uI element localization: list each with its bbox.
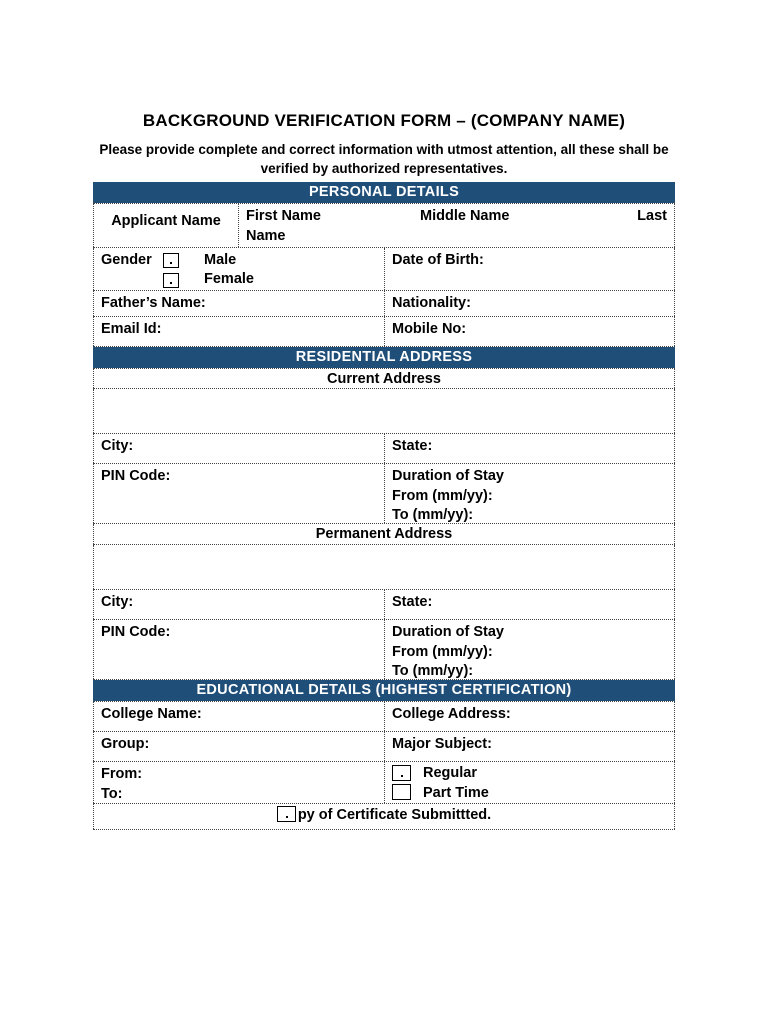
current-address-label: Current Address bbox=[93, 369, 675, 388]
male-checkbox[interactable] bbox=[163, 253, 179, 268]
from-label: From: bbox=[101, 766, 143, 782]
form-title: BACKGROUND VERIFICATION FORM – (COMPANY NAME) bbox=[142, 111, 626, 130]
last-name-label: Last bbox=[637, 208, 667, 224]
gender-dob-row bbox=[93, 248, 675, 291]
current-city-state-row bbox=[93, 434, 675, 464]
father-nationality-row bbox=[93, 291, 675, 317]
current-pin-duration-row bbox=[93, 464, 675, 524]
nationality-field[interactable]: Nationality: bbox=[384, 291, 675, 316]
duration-label: Duration of Stay bbox=[392, 624, 504, 640]
applicant-name-field[interactable] bbox=[238, 204, 675, 247]
college-address-field[interactable]: College Address: bbox=[384, 702, 675, 731]
dob-field[interactable]: Date of Birth: bbox=[384, 248, 675, 290]
checkbox-mark-icon bbox=[286, 816, 288, 818]
current-address-title-row bbox=[93, 368, 675, 389]
permanent-pin-field[interactable]: PIN Code: bbox=[93, 620, 384, 679]
duration-label: Duration of Stay bbox=[392, 468, 504, 484]
to-label: To: bbox=[101, 785, 123, 802]
permanent-address-label: Permanent Address bbox=[93, 524, 675, 544]
form-instructions: Please provide complete and correct information with utmost attention, all these shall be verified by authorized representatives. bbox=[99, 142, 669, 176]
applicant-name-row bbox=[93, 203, 675, 248]
male-label: Male bbox=[204, 252, 237, 268]
college-name-field[interactable]: College Name: bbox=[93, 702, 384, 731]
permanent-city-field[interactable]: City: bbox=[93, 590, 384, 619]
current-address-input-row bbox=[93, 389, 675, 434]
residential-address-header: RESIDENTIAL ADDRESS bbox=[93, 347, 675, 368]
verification-form bbox=[93, 182, 675, 830]
permanent-address-input-row bbox=[93, 545, 675, 590]
permanent-address-field[interactable] bbox=[93, 545, 675, 589]
permanent-duration-cell[interactable] bbox=[384, 620, 675, 679]
group-major-row bbox=[93, 732, 675, 762]
permanent-city-state-row bbox=[93, 590, 675, 620]
to-label: To (mm/yy): bbox=[392, 507, 474, 523]
name-label-wrap: Name bbox=[246, 228, 286, 244]
email-field[interactable]: Email Id: bbox=[93, 317, 384, 346]
certificate-cell bbox=[93, 804, 675, 829]
to-label: To (mm/yy): bbox=[392, 663, 474, 679]
education-dates-cell[interactable] bbox=[93, 762, 384, 803]
middle-name-label: Middle Name bbox=[420, 208, 510, 224]
current-address-field[interactable] bbox=[93, 389, 675, 433]
current-duration-cell[interactable] bbox=[384, 464, 675, 523]
female-checkbox[interactable] bbox=[163, 273, 179, 288]
college-row bbox=[93, 701, 675, 732]
certificate-label: py of Certificate Submittted. bbox=[297, 807, 492, 823]
certificate-checkbox[interactable] bbox=[277, 806, 296, 822]
permanent-state-field[interactable]: State: bbox=[384, 590, 675, 619]
current-pin-field[interactable]: PIN Code: bbox=[93, 464, 384, 523]
checkbox-mark-icon bbox=[401, 775, 403, 777]
applicant-name-label: Applicant Name bbox=[93, 204, 238, 247]
personal-details-header: PERSONAL DETAILS bbox=[93, 182, 675, 203]
study-mode-cell bbox=[384, 762, 675, 803]
gender-label: Gender bbox=[101, 252, 152, 268]
educational-details-header: EDUCATIONAL DETAILS (HIGHEST CERTIFICATION) bbox=[93, 680, 675, 701]
checkbox-mark-icon bbox=[170, 282, 172, 284]
duration-mode-row bbox=[93, 762, 675, 804]
permanent-address-title-row bbox=[93, 524, 675, 545]
gender-cell bbox=[93, 248, 384, 290]
major-subject-field[interactable]: Major Subject: bbox=[384, 732, 675, 761]
checkbox-mark-icon bbox=[170, 262, 172, 264]
from-label: From (mm/yy): bbox=[392, 487, 493, 504]
mobile-field[interactable]: Mobile No: bbox=[384, 317, 675, 346]
current-city-field[interactable]: City: bbox=[93, 434, 384, 463]
part-time-label: Part Time bbox=[423, 785, 489, 801]
female-label: Female bbox=[204, 271, 254, 287]
from-label: From (mm/yy): bbox=[392, 643, 493, 660]
first-name-label: First Name bbox=[246, 208, 321, 224]
certificate-row bbox=[93, 804, 675, 830]
regular-label: Regular bbox=[423, 765, 477, 781]
regular-checkbox[interactable] bbox=[392, 765, 411, 781]
group-field[interactable]: Group: bbox=[93, 732, 384, 761]
part-time-checkbox[interactable] bbox=[392, 784, 411, 800]
permanent-pin-duration-row bbox=[93, 620, 675, 680]
current-state-field[interactable]: State: bbox=[384, 434, 675, 463]
email-mobile-row bbox=[93, 317, 675, 347]
father-name-field[interactable]: Father’s Name: bbox=[93, 291, 384, 316]
